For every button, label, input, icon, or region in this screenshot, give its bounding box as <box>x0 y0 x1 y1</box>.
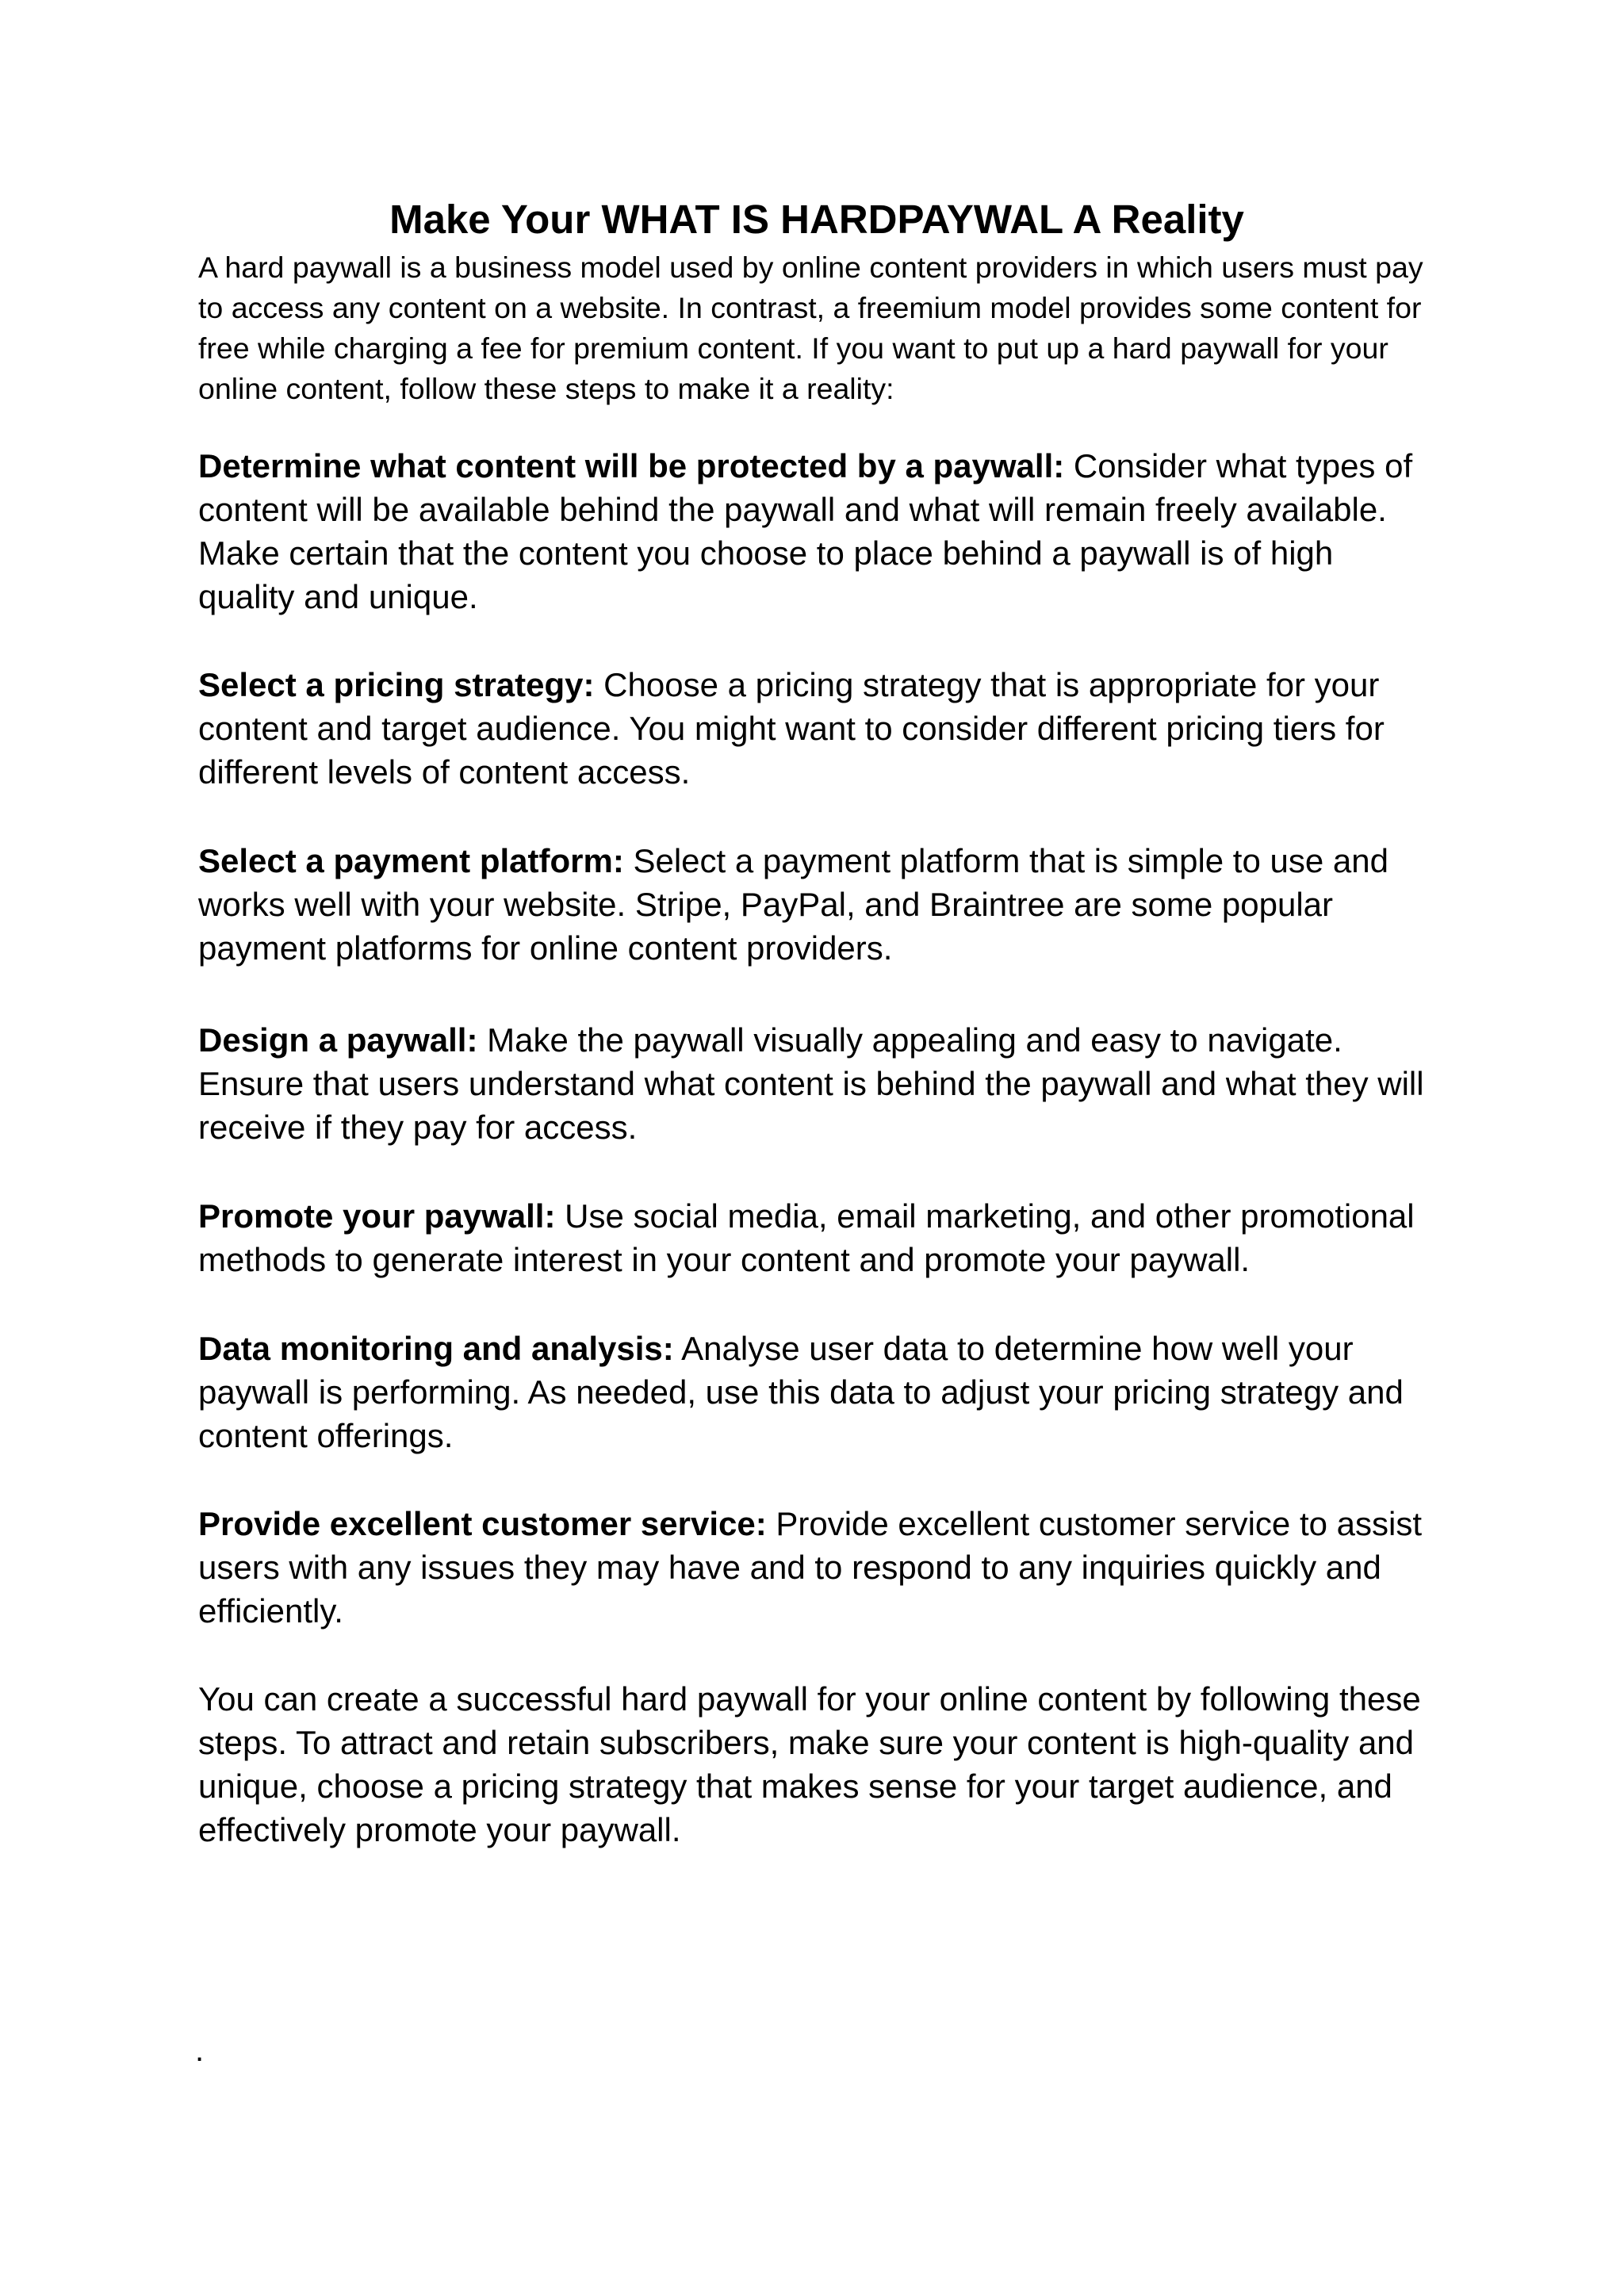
section-heading: Provide excellent customer service: <box>198 1505 767 1542</box>
section-body: Select a payment platform that is simple to use and works well with your website. Stripe, PayPal, and Braintree are some popular payment platforms for online content providers. <box>198 842 1388 967</box>
section-pricing-strategy <box>198 663 1435 794</box>
section-determine-content <box>198 444 1435 618</box>
section-design-paywall <box>198 1018 1435 1149</box>
conclusion-paragraph: You can create a successful hard paywall for your online content by following these steps. To attract and retain subscribers, make sure your content is high-quality and unique, choose a pricing strategy that makes sense for your target audience, and effectively promote your paywall. <box>198 1680 1421 1848</box>
section-body: Choose a pricing strategy that is appropriate for your content and target audience. You might want to consider different pricing tiers for different levels of content access. <box>198 666 1385 791</box>
section-heading: Data monitoring and analysis: <box>198 1330 674 1367</box>
section-heading: Promote your paywall: <box>198 1197 556 1235</box>
section-body: Make the paywall visually appealing and easy to navigate. Ensure that users understand what content is behind the paywall and what they will receive if they pay for access. <box>198 1021 1424 1146</box>
section-body: Provide excellent customer service to assist users with any issues they may have and to respond to any inquiries quickly and efficiently. <box>198 1505 1423 1630</box>
section-heading: Determine what content will be protected by a paywall: <box>198 447 1065 484</box>
section-customer-service <box>198 1502 1435 1633</box>
section-promote-paywall <box>198 1194 1435 1281</box>
section-data-monitoring <box>198 1327 1435 1457</box>
section-payment-platform <box>198 839 1435 970</box>
section-body: Consider what types of content will be available behind the paywall and what will remain freely available. Make certain that the content you choose to place behind a paywall is of high quality and unique. <box>198 447 1413 615</box>
page-title: Make Your WHAT IS HARDPAYWAL A Reality <box>389 197 1244 242</box>
section-body: Use social media, email marketing, and other promotional methods to generate interest in your content and promote your paywall. <box>198 1197 1415 1278</box>
intro-paragraph: A hard paywall is a business model used by online content providers in which users must pay to access any content on a website. In contrast, a freemium model provides some content for free while charging a fee for premium content. If you want to put up a hard paywall for your online content, follow these steps to make it a reality: <box>198 251 1423 405</box>
section-heading: Select a pricing strategy: <box>198 666 595 703</box>
section-body: Analyse user data to determine how well your paywall is performing. As needed, use this data to adjust your pricing strategy and content offerings. <box>198 1330 1404 1454</box>
section-heading: Select a payment platform: <box>198 842 624 879</box>
footer-mark: . <box>195 2033 205 2068</box>
section-heading: Design a paywall: <box>198 1021 478 1059</box>
